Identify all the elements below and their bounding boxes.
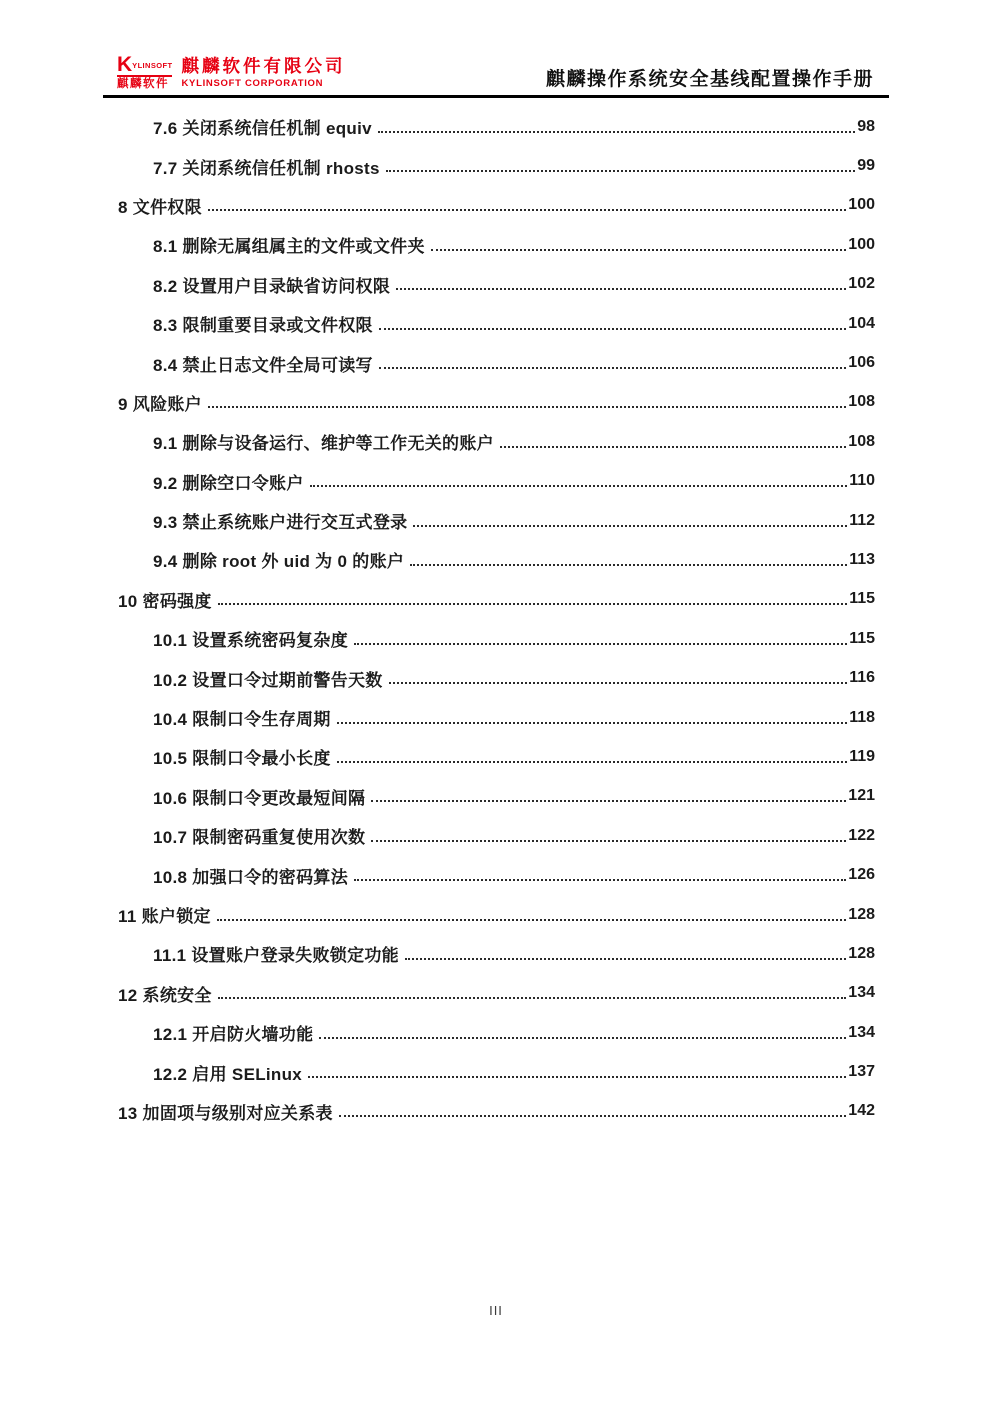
- toc-entry-label: 7.6 关闭系统信任机制 equiv: [153, 119, 372, 139]
- toc-leader-dots: [337, 761, 847, 763]
- toc-entry[interactable]: [118, 619, 875, 658]
- toc-entry[interactable]: [118, 737, 875, 776]
- toc-entry[interactable]: [118, 816, 875, 855]
- toc-leader-dots: [218, 603, 847, 605]
- toc-leader-dots: [339, 1115, 846, 1117]
- toc-entry[interactable]: [118, 343, 875, 382]
- toc-leader-dots: [410, 564, 847, 566]
- toc-entry-label: 9.2 删除空口令账户: [153, 473, 304, 493]
- toc-entry-page: 113: [849, 550, 875, 568]
- page-number: III: [489, 1303, 503, 1318]
- company-logo: [117, 53, 346, 90]
- toc-entry-page: 126: [848, 866, 875, 884]
- toc-entry[interactable]: [118, 974, 875, 1013]
- toc-entry-page: 122: [848, 826, 875, 844]
- toc-entry-page: 121: [848, 787, 875, 805]
- document-title: 麒麟操作系统安全基线配置操作手册: [545, 69, 874, 90]
- toc-entry[interactable]: [118, 304, 875, 343]
- toc-entry-page: 110: [849, 472, 875, 490]
- toc-entry-label: 9.4 删除 root 外 uid 为 0 的账户: [153, 552, 405, 572]
- toc-entry-page: 108: [848, 432, 875, 450]
- toc-entry-label: 10.6 限制口令更改最短间隔: [153, 788, 366, 808]
- toc-leader-dots: [354, 643, 847, 645]
- toc-entry[interactable]: [118, 698, 875, 737]
- logo-letter-k: K: [117, 53, 133, 76]
- toc-entry[interactable]: [118, 186, 875, 225]
- toc-leader-dots: [431, 249, 847, 251]
- toc-entry[interactable]: [118, 383, 875, 422]
- toc-entry-page: 100: [848, 235, 875, 253]
- toc-entry[interactable]: [118, 1092, 875, 1131]
- toc-entry[interactable]: [118, 580, 875, 619]
- toc-entry-page: 112: [849, 511, 875, 529]
- toc-entry-page: 128: [848, 944, 875, 962]
- toc-entry[interactable]: [118, 422, 875, 461]
- toc-entry-page: 106: [848, 354, 875, 372]
- toc-entry[interactable]: [118, 934, 875, 973]
- toc-leader-dots: [337, 722, 847, 724]
- toc-leader-dots: [319, 1037, 846, 1039]
- table-of-contents: [118, 107, 875, 1131]
- toc-leader-dots: [379, 367, 846, 369]
- toc-entry-label: 10.8 加强口令的密码算法: [153, 867, 349, 887]
- toc-entry-page: 119: [849, 747, 875, 765]
- toc-entry-page: 137: [848, 1063, 875, 1081]
- toc-entry[interactable]: [118, 225, 875, 264]
- toc-leader-dots: [389, 682, 848, 684]
- toc-entry-label: 9.3 禁止系统账户进行交互式登录: [153, 513, 408, 533]
- toc-entry-page: 102: [848, 275, 875, 293]
- toc-leader-dots: [218, 997, 847, 999]
- toc-entry-label: 9 风险账户: [118, 394, 202, 414]
- toc-entry-label: 8.2 设置用户目录缺省访问权限: [153, 276, 391, 296]
- toc-entry-label: 8.4 禁止日志文件全局可读写: [153, 355, 373, 375]
- toc-entry-page: 115: [849, 590, 875, 608]
- toc-leader-dots: [396, 288, 846, 290]
- toc-entry[interactable]: [118, 107, 875, 146]
- toc-entry-label: 11.1 设置账户登录失败锁定功能: [153, 946, 399, 966]
- header-divider: [103, 95, 889, 98]
- toc-entry-label: 8.3 限制重要目录或文件权限: [153, 316, 373, 336]
- company-name-block: [181, 57, 345, 89]
- toc-entry-label: 12 系统安全: [118, 985, 212, 1005]
- toc-leader-dots: [386, 170, 855, 172]
- toc-entry-label: 12.2 启用 SELinux: [153, 1064, 303, 1084]
- toc-leader-dots: [378, 131, 855, 133]
- toc-entry-label: 13 加固项与级别对应关系表: [118, 1103, 333, 1123]
- toc-entry-label: 7.7 关闭系统信任机制 rhosts: [153, 158, 380, 178]
- toc-entry[interactable]: [118, 658, 875, 697]
- toc-entry[interactable]: [118, 540, 875, 579]
- toc-leader-dots: [217, 919, 847, 921]
- toc-entry-page: 115: [849, 629, 875, 647]
- toc-entry[interactable]: [118, 777, 875, 816]
- toc-entry-label: 10 密码强度: [118, 591, 212, 611]
- toc-leader-dots: [354, 879, 846, 881]
- toc-entry-label: 10.5 限制口令最小长度: [153, 749, 331, 769]
- toc-leader-dots: [308, 1076, 846, 1078]
- toc-entry[interactable]: [118, 146, 875, 185]
- logo-cn-caption: 麒麟软件: [117, 77, 169, 90]
- toc-entry-page: 128: [848, 905, 875, 923]
- toc-entry-page: 100: [848, 196, 875, 214]
- toc-leader-dots: [413, 525, 847, 527]
- toc-entry[interactable]: [118, 895, 875, 934]
- toc-leader-dots: [208, 406, 846, 408]
- toc-entry-page: 116: [849, 669, 875, 687]
- logo-wordmark: YLINSOFT: [132, 61, 173, 71]
- toc-leader-dots: [405, 958, 846, 960]
- toc-leader-dots: [379, 328, 846, 330]
- toc-entry-page: 134: [848, 1023, 875, 1041]
- toc-entry-page: 99: [857, 157, 875, 175]
- toc-entry-label: 8 文件权限: [118, 197, 202, 217]
- toc-entry[interactable]: [118, 855, 875, 894]
- toc-leader-dots: [208, 209, 846, 211]
- toc-entry[interactable]: [118, 265, 875, 304]
- toc-entry[interactable]: [118, 462, 875, 501]
- toc-entry[interactable]: [118, 1052, 875, 1091]
- kylinsoft-logomark-icon: [117, 53, 173, 90]
- toc-entry-page: 134: [848, 984, 875, 1002]
- toc-entry[interactable]: [118, 1013, 875, 1052]
- toc-entry-label: 11 账户锁定: [118, 907, 211, 926]
- toc-entry-label: 10.1 设置系统密码复杂度: [153, 631, 349, 651]
- toc-leader-dots: [310, 485, 848, 487]
- toc-entry-label: 8.1 删除无属组属主的文件或文件夹: [153, 237, 425, 257]
- toc-entry-label: 10.7 限制密码重复使用次数: [153, 828, 366, 848]
- toc-entry-label: 10.4 限制口令生存周期: [153, 710, 331, 730]
- toc-entry-label: 10.2 设置口令过期前警告天数: [153, 670, 383, 690]
- toc-entry-page: 118: [849, 708, 875, 726]
- toc-entry-page: 142: [848, 1102, 875, 1120]
- company-name-en: KYLINSOFT CORPORATION: [181, 77, 324, 89]
- toc-leader-dots: [371, 840, 846, 842]
- toc-leader-dots: [500, 446, 846, 448]
- toc-entry-label: 9.1 删除与设备运行、维护等工作无关的账户: [153, 434, 494, 454]
- toc-entry-page: 108: [848, 393, 875, 411]
- company-name-cn: 麒麟软件有限公司: [181, 56, 346, 77]
- toc-entry-label: 12.1 开启防火墙功能: [153, 1025, 314, 1045]
- toc-entry-page: 98: [857, 117, 875, 135]
- toc-entry-page: 104: [848, 314, 875, 332]
- toc-leader-dots: [371, 800, 846, 802]
- toc-entry[interactable]: [118, 501, 875, 540]
